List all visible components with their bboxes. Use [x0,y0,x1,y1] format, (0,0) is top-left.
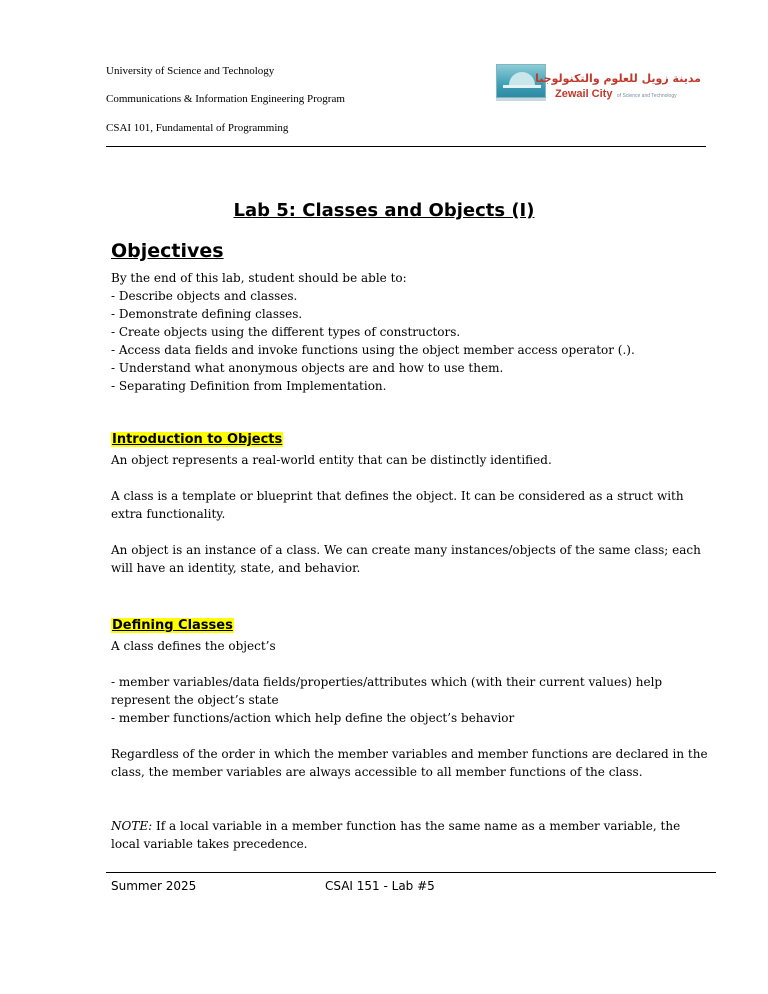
defining-classes-item-2: - member functions/action which help define the object’s behavior [111,711,515,725]
footer-divider [106,872,716,873]
objective-item: - Access data fields and invoke functions using the object member access operator (.). [111,343,635,357]
intro-objects-paragraph-3: An object is an instance of a class. We can create many instances/objects of the same class; each will have an identity, state, and behavior. [111,543,701,575]
logo-english-name [555,87,677,102]
objectives-intro: By the end of this lab, student should be able to: [111,271,407,285]
logo-base-shape [503,85,541,88]
header-divider [106,146,706,147]
footer-term: Summer 2025 [111,879,197,893]
intro-objects-heading-text: Introduction to Objects [112,432,283,447]
intro-objects-heading [111,431,283,448]
footer-lab-label: CSAI 151 - Lab #5 [325,879,435,893]
logo-english-sub: of Science and Technology [616,93,677,99]
header-program: Communications & Information Engineering Program [106,93,345,105]
defining-classes-heading-text: Defining Classes [112,618,233,633]
logo-arabic-name: مدينة زويل للعلوم والتكنولوجيا [535,72,701,85]
intro-objects-paragraph-1: An object represents a real-world entity that can be distinctly identified. [111,453,552,467]
logo-emblem-caption-strip [496,98,546,101]
defining-classes-note [111,817,711,853]
objective-item: - Understand what anonymous objects are and how to use them. [111,361,504,375]
objective-item: - Describe objects and classes. [111,289,298,303]
defining-classes-paragraph-1: A class defines the object’s [111,639,276,653]
logo-english-main: Zewail City [555,88,613,100]
note-text: If a local variable in a member function has the same name as a member variable, the local variable takes precedence. [111,819,681,851]
header-course: CSAI 101, Fundamental of Programming [106,122,289,134]
defining-classes-heading [111,617,234,634]
objective-item: - Demonstrate defining classes. [111,307,303,321]
objective-item: - Create objects using the different types of constructors. [111,325,461,339]
intro-objects-paragraph-2: A class is a template or blueprint that defines the object. It can be considered as a struct with extra functionality. [111,489,684,521]
defining-classes-item-1: - member variables/data fields/properties/attributes which (with their current values) help represent the object’s state [111,675,663,707]
objectives-heading: Objectives [111,240,224,262]
defining-classes-paragraph-2: Regardless of the order in which the member variables and member functions are declared in the class, the member variables are always accessible to all member functions of the class. [111,747,708,779]
logo-dome-shape [509,72,535,85]
objective-item: - Separating Definition from Implementation. [111,379,387,393]
header-university: University of Science and Technology [106,65,275,77]
note-label: NOTE: [111,819,153,833]
document-title: Lab 5: Classes and Objects (I) [233,200,535,221]
